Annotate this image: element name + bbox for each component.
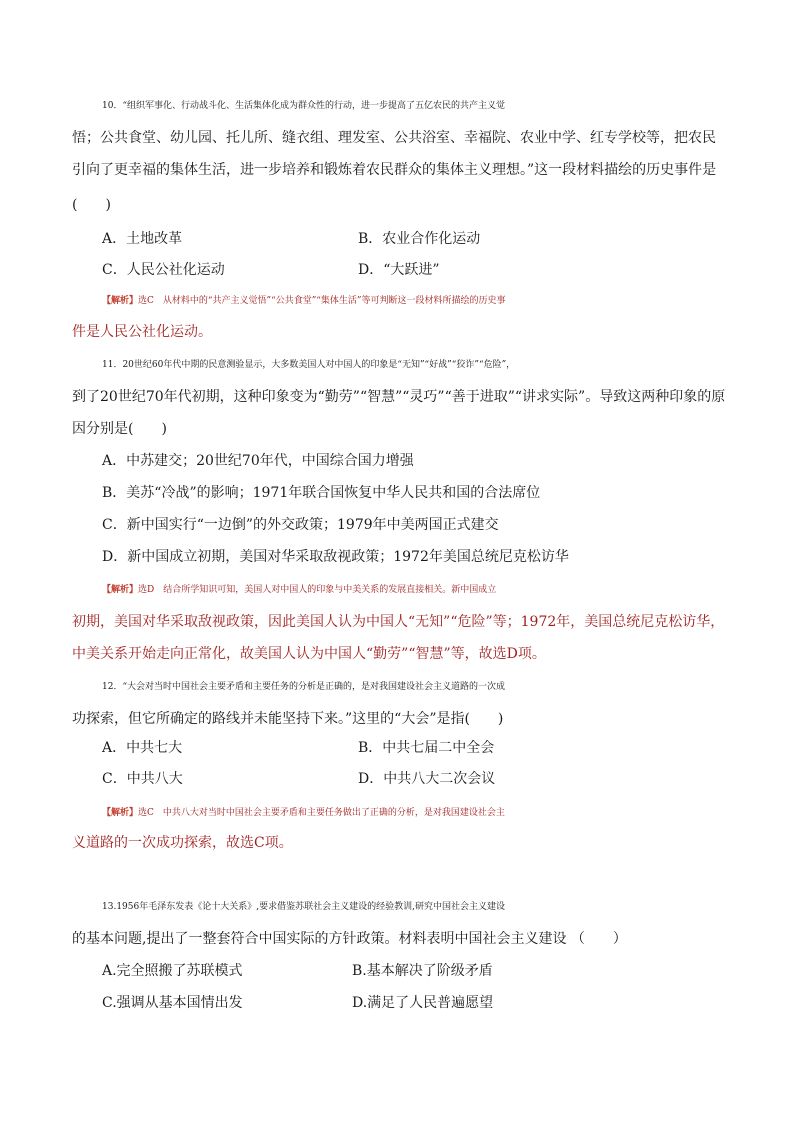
q11-line: 因分别是( ) [72, 421, 167, 437]
q12-option-c: C．中共八大 [102, 771, 183, 787]
q12-line: 12．“大会对当时中国社会主要矛盾和主要任务的分析是正确的，是对我国建设社会主义道路的一次成 [102, 682, 506, 692]
q10-option-a: A．土地改革 [102, 231, 183, 247]
q11-line: 11．20世纪60年代中期的民意测验显示，大多数美国人对中国人的印象是“无知”“好战”“狡诈”“危险”， [102, 360, 516, 370]
analysis-tag: 【解析】 [102, 808, 139, 818]
q11-analysis-line: 初期，美国对华采取敌视政策，因此美国人认为中国人“无知”“危险”等；1972年，美国总统尼克松访华， [72, 614, 725, 630]
q11-analysis-text: 选D 结合所学知识可知，美国人对中国人的印象与中美关系的发展直接相关。新中国成立 [138, 585, 497, 595]
analysis-tag: 【解析】 [102, 296, 139, 306]
q12-option-d: D．中共八大二次会议 [358, 771, 496, 787]
q10-analysis-text: 选C 从材料中的“共产主义觉悟”“公共食堂”“集体生活”等可判断这一段材料所描绘的历史事 [138, 296, 506, 306]
q13-line: 13.1956年毛泽东发表《论十大关系》,要求借鉴苏联社会主义建设的经验教训,研究中国社会主义建设 [102, 902, 505, 912]
q12-analysis-line: 义道路的一次成功探索，故选C项。 [72, 835, 293, 851]
q12-analysis-text: 选C 中共八大对当时中国社会主要矛盾和主要任务做出了正确的分析，是对我国建设社会主 [138, 808, 505, 818]
q11-analysis-line: 中美关系开始走向正常化，故美国人认为中国人“勤劳”“智慧”等，故选D项。 [72, 646, 546, 662]
q13-line: 的基本问题,提出了一整套符合中国实际的方针政策。材料表明中国社会主义建设 （ ） [72, 931, 627, 947]
q10-analysis [102, 291, 752, 311]
q11-option-a: A．中苏建交；20世纪70年代，中国综合国力增强 [102, 453, 414, 469]
q10-line: 10．“组织军事化、行动战斗化、生活集体化成为群众性的行动，进一步提高了五亿农民的共产主义觉 [102, 101, 506, 111]
q10-option-d: D．“大跃进” [358, 262, 440, 278]
q10-analysis-line: 件是人民公社化运动。 [72, 324, 212, 340]
q11-option-b: B．美苏“冷战”的影响；1971年联合国恢复中华人民共和国的合法席位 [102, 485, 541, 501]
q13-option-c: C.强调从基本国情出发 [102, 995, 243, 1011]
q13-option-a: A.完全照搬了苏联模式 [102, 963, 243, 979]
q12-option-a: A．中共七大 [102, 740, 183, 756]
q10-option-c: C．人民公社化运动 [102, 262, 225, 278]
q11-option-d: D．新中国成立初期，美国对华采取敌视政策；1972年美国总统尼克松访华 [102, 549, 569, 565]
q11-analysis [102, 580, 752, 600]
q12-option-b: B．中共七届二中全会 [358, 740, 495, 756]
q11-option-c: C．新中国实行“一边倒”的外交政策；1979年中美两国正式建交 [102, 517, 499, 533]
q10-option-b: B．农业合作化运动 [358, 231, 481, 247]
analysis-tag: 【解析】 [102, 585, 139, 595]
q12-analysis [102, 803, 752, 823]
q11-line: 到了20世纪70年代初期，这种印象变为“勤劳”“智慧”“灵巧”“善于进取”“讲求实际”。导致这两种印象的原 [72, 389, 726, 405]
q10-line: 引向了更幸福的集体生活，进一步培养和锻炼着农民群众的集体主义理想。”这一段材料描绘的历史事件是 [72, 162, 717, 178]
q10-line: ( ) [72, 197, 111, 213]
q12-line: 功探索，但它所确定的路线并未能坚持下来。”这里的“大会”是指( ) [72, 711, 504, 727]
q13-option-b: B.基本解决了阶级矛盾 [352, 963, 493, 979]
q13-option-d: D.满足了人民普遍愿望 [352, 995, 494, 1011]
q10-line: 悟；公共食堂、幼儿园、托儿所、缝衣组、理发室、公共浴室、幸福院、农业中学、红专学校等，把农民 [72, 130, 716, 146]
